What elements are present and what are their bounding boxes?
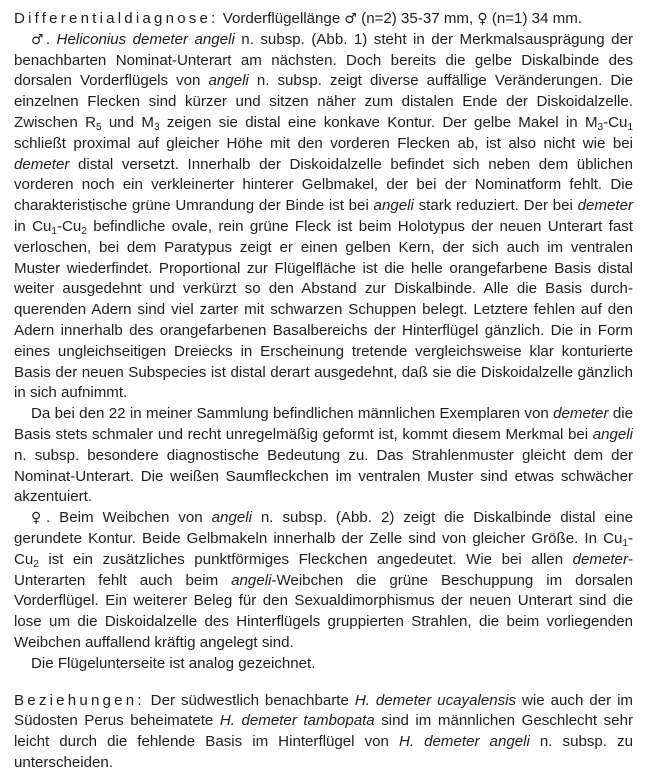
section-heading-differentialdiagnose: Differentialdiagnose: bbox=[14, 10, 219, 27]
differentialdiagnose-paragraph: Differentialdiagnose: Vorderflügellänge ♂ (n=2) 35-37 mm, ♀ (n=1) 34 mm. bbox=[14, 10, 582, 27]
female-symbol: ♀ bbox=[477, 11, 488, 27]
taxon-name: Heliconius demeter angeli bbox=[56, 30, 235, 48]
male-symbol: ♂ bbox=[344, 11, 357, 27]
beziehungen-paragraph: Beziehungen: Der südwestlich benachbarte H. demeter ucayalensis wie auch der im Südosten Perus beheimatete H. demeter tambopata sind im männlichen Geschlecht sehr leicht durch die fehlende Basis im Hinterflügel von H. demeter angeli n. subsp. zu unterscheiden. bbox=[14, 691, 634, 771]
section-heading-beziehungen: Beziehungen: bbox=[14, 691, 145, 709]
underside-paragraph: Die Flügelunterseite ist analog gezeichnet. bbox=[31, 654, 316, 672]
female-description-paragraph: ♀. Beim Weibchen von angeli n. subsp. (Abb. 2) zeigt die Diskalbinde distal eine gerundete Kontur. Beide Gelbmakeln innerhalb der Zelle sind von gleicher Größe. In $Cu_1-Cu_2$ ist ein zusätzliches punktförmiges Fleckchen angedeutet. Wie bei allen demeter-Unterarten fehlt auch beim angeli-Weibchen die grüne Beschuppung im dorsalen Vorderflügel. Ein weiterer Beleg für den Sexualdimorphismus der neuen Unterart sind die lose um die Diskoidalzelle des Hinterflügels gruppierten Strahlen, die beim vorliegenden Weibchen auffallend kräftig angelegt sind. bbox=[14, 509, 634, 651]
male-description-paragraph: ♂. Heliconius demeter angeli n. subsp. (Abb. 1) steht in der Merkmalsausprägung der benachbarten Nominat-Unterart am nächsten. Doch bereits die gelbe Diskalbinde des dorsalen Vorderflügels von angeli n. subsp. zeigt diverse auffällige Veränderungen. Die einzelnen Flecken sind kürzer und sitzen näher zum distalen Ende der Diskoidalzelle. Zwischen $R_5$ und $M_3$ zeigen sie distal eine konkave Kontur. Der gelbe Makel in $M_3-Cu_1$ schließt proximal auf gleicher Höhe mit den vorderen Flecken ab, ist also nicht wie bei demeter distal versetzt. Innerhalb der Diskoidalzelle befindet sich neben dem üblichen vorderen noch ein verkleinerter hinterer Gelbmakel, der bei der Nominatform fehlt. Die charakteristische grüne Umrandung der Binde ist bei angeli stark reduziert. Der bei demeter in $Cu_1-Cu_2$ befindliche ovale, rein grüne Fleck ist beim Holotypus der neuen Unterart fast verloschen, bei dem Paratypus zeigt er einen gelben Kern, der sich auch im ventralen Muster wiederfindet. Proportional zur Flügelfläche ist die helle orangefarbene Basis distal weiter ausgedehnt und verkürzt so den Abstand zur Diskalbinde. Alle die Basis durchquerenden Adern sind viel zarter mit schwarzen Schuppen belegt. Letztere fehlen auf den Adern innerhalb des orangefarbenen Basalbereichs der Hinterflügel gänzlich. Die in Form eines ungleichseitigen Dreiecks in Erscheinung tretende vergleichsweise klar konturierte Basis der neuen Subspecies ist distal derart ausgedehnt, daß sie die Diskoidalzelle gänzlich in sich aufnimmt. bbox=[14, 30, 633, 402]
female-symbol: ♀ bbox=[31, 510, 47, 527]
male-symbol: ♂ bbox=[31, 31, 46, 48]
collection-comparison-paragraph: Da bei den 22 in meiner Sammlung befindlichen männlichen Exemplaren von demeter die Basis stets schmaler und recht unregelmäßig geformt ist, kommt diesem Merkmal bei angeli n. subsp. besondere diagnostische Bedeutung zu. Das Strahlenmuster gleicht dem der Nominat-Unterart. Die weißen Saumfleckchen im ventralen Muster sind etwas schwächer akzentuiert. bbox=[14, 405, 633, 506]
